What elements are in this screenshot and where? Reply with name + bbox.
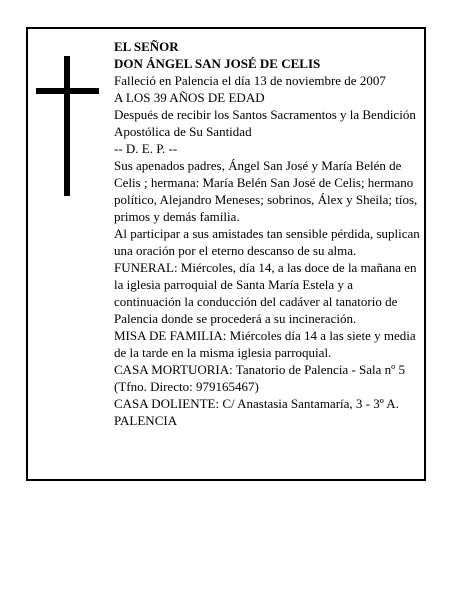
mourning-house-paragraph: CASA DOLIENTE: C/ Anastasia Santamaría, 3 - 3º A. PALENCIA bbox=[114, 396, 399, 428]
family-paragraph: Sus apenados padres, Ángel San José y María Belén de Celis ; hermana: María Belén San José de Celis; hermano político, Alejandro Meneses; sobrinos, Álex y Sheila; tíos, primos y demás familia. bbox=[114, 158, 418, 224]
heading-title: EL SEÑOR bbox=[114, 39, 179, 54]
cross-horizontal-bar bbox=[36, 88, 99, 94]
sacraments-line: Después de recibir los Santos Sacramentos y la Bendición Apostólica de Su Santidad bbox=[114, 107, 416, 139]
obituary-text bbox=[114, 38, 420, 429]
rip-line: -- D. E. P. -- bbox=[114, 141, 178, 156]
funeral-paragraph: FUNERAL: Miércoles, día 14, a las doce de la mañana en la iglesia parroquial de Santa María Estela y a continuación la conducción del cadáver al tanatorio de Palencia donde se procederá a su incineración. bbox=[114, 260, 417, 326]
age-line: A LOS 39 AÑOS DE EDAD bbox=[114, 90, 265, 105]
prayer-request-paragraph: Al participar a sus amistades tan sensible pérdida, suplican una oración por el eterno descanso de su alma. bbox=[114, 226, 420, 258]
family-mass-paragraph: MISA DE FAMILIA: Miércoles día 14 a las siete y media de la tarde en la misma iglesia parroquial. bbox=[114, 328, 416, 360]
deceased-name: DON ÁNGEL SAN JOSÉ DE CELIS bbox=[114, 56, 321, 71]
cross-icon bbox=[36, 56, 99, 196]
cross-vertical-bar bbox=[64, 56, 70, 196]
death-date-line: Falleció en Palencia el día 13 de noviembre de 2007 bbox=[114, 73, 386, 88]
funeral-home-paragraph: CASA MORTUORIA: Tanatorio de Palencia - Sala nº 5 (Tfno. Directo: 979165467) bbox=[114, 362, 405, 394]
